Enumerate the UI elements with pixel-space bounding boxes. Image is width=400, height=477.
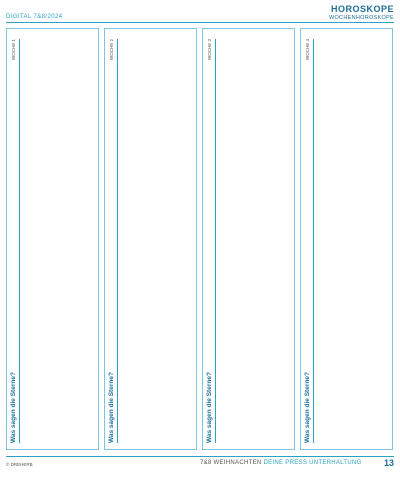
footer-section (200, 460, 362, 466)
horoscope-columns (6, 28, 394, 450)
column-heading: Was sagen die Sterne? (108, 372, 115, 443)
column-rule (117, 39, 118, 443)
footer-rule (6, 456, 394, 457)
column-rule (313, 39, 314, 443)
header-rule (6, 22, 394, 23)
column-rule (215, 39, 216, 443)
horoscope-column-1 (6, 28, 99, 450)
column-tag: WOCHE 1 (11, 39, 16, 61)
column-heading: Was sagen die Sterne? (304, 372, 311, 443)
footer-section-a: 7&8 WEIHNACHTEN (200, 460, 262, 466)
column-heading: Was sagen die Sterne? (206, 372, 213, 443)
column-tag: WOCHE 2 (109, 39, 114, 61)
column-heading: Was sagen die Sterne? (10, 372, 17, 443)
page-title: HOROSKOPE (330, 4, 394, 14)
column-tag: WOCHE 4 (305, 39, 310, 61)
column-tag: WOCHE 3 (207, 39, 212, 61)
horoscope-column-2 (104, 28, 197, 450)
column-rule (19, 39, 20, 443)
header-left: DIGITAL 7&8/2024 (6, 14, 63, 20)
horoscope-column-4 (300, 28, 393, 450)
footer-section-b: DEINE PRESS UNTERHALTUNG (263, 460, 362, 466)
page-subtitle: WOCHENHOROSKOPE (328, 15, 394, 21)
page-number: 13 (383, 458, 394, 468)
footer-credit: © DREHERB (6, 462, 33, 467)
horoscope-column-3 (202, 28, 295, 450)
